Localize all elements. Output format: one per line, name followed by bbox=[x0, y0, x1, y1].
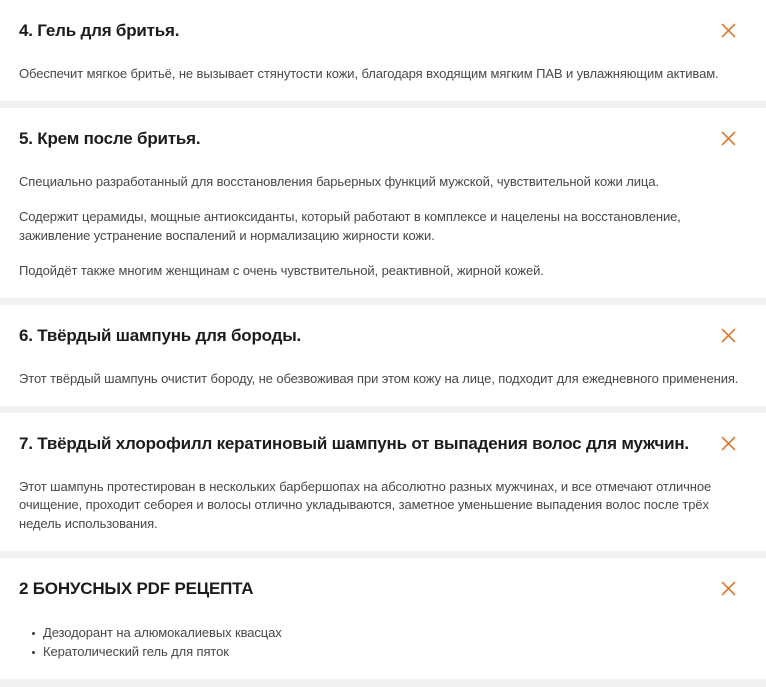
section-divider bbox=[0, 298, 766, 305]
close-icon bbox=[721, 436, 736, 451]
section-divider bbox=[0, 551, 766, 558]
accordion-item-gel bbox=[0, 0, 766, 101]
accordion-item-text: Этот твёрдый шампунь очистит бороду, не обезвоживая при этом кожу на лице, подходит для ежедневного применения. bbox=[19, 370, 739, 386]
accordion-item-text: Специально разработанный для восстановления барьерных функций мужской, чувствительной кожи лица. bbox=[19, 174, 659, 190]
accordion-item-beard-shampoo bbox=[0, 305, 766, 406]
accordion-item-title: 6. Твёрдый шампунь для бороды. bbox=[19, 325, 302, 345]
accordion-item-text: Содержит церамиды, мощные антиоксиданты, который работают в комплексе и нацелены на восстановление, заживление устранение воспалений и нормализацию жирности кожи. bbox=[19, 209, 681, 243]
close-icon bbox=[721, 23, 736, 38]
accordion-item-title: 7. Твёрдый хлорофилл кератиновый шампунь от выпадения волос для мужчин. bbox=[19, 434, 689, 454]
accordion-item-bonus bbox=[0, 558, 766, 680]
accordion-item-header bbox=[19, 128, 740, 150]
close-button[interactable] bbox=[719, 326, 738, 345]
accordion-item-header bbox=[19, 325, 740, 347]
bonus-recipes-list bbox=[19, 624, 740, 662]
section-divider bbox=[0, 101, 766, 108]
accordion-item-header bbox=[19, 433, 740, 455]
close-button[interactable] bbox=[719, 21, 738, 40]
close-icon bbox=[721, 581, 736, 596]
accordion-item-header bbox=[19, 20, 740, 42]
accordion-item-keratin-shampoo bbox=[0, 413, 766, 551]
accordion-item-text: Обеспечит мягкое бритьё, не вызывает стянутости кожи, благодаря входящим мягким ПАВ и увлажняющим активам. bbox=[19, 66, 719, 81]
close-icon bbox=[721, 328, 736, 343]
list-item: Дезодорант на алюмокалиевых квасцах bbox=[30, 624, 740, 643]
accordion-item-title: 2 БОНУСНЫХ PDF РЕЦЕПТА bbox=[19, 578, 254, 598]
accordion-item-header bbox=[19, 578, 740, 600]
list-item: Кератолический гель для пяток bbox=[30, 643, 740, 662]
close-button[interactable] bbox=[719, 129, 738, 148]
close-button[interactable] bbox=[719, 579, 738, 598]
section-divider bbox=[0, 406, 766, 413]
close-icon bbox=[721, 131, 736, 146]
accordion-item-text: Этот шампунь протестирован в нескольких барбершопах на абсолютно разных мужчинах, и все отмечают отличное очищение, проходит себорея и волосы отлично укладываются, заметное уменьшение выпадения волос после трёх недель использования. bbox=[19, 479, 712, 531]
accordion-item-cream bbox=[0, 108, 766, 298]
accordion-item-title: 4. Гель для бритья. bbox=[19, 21, 180, 40]
accordion-item-title: 5. Крем после бритья. bbox=[19, 129, 201, 149]
accordion-item-text: Подойдёт также многим женщинам с очень чувствительной, реактивной, жирной кожей. bbox=[19, 262, 544, 278]
close-button[interactable] bbox=[719, 434, 738, 453]
